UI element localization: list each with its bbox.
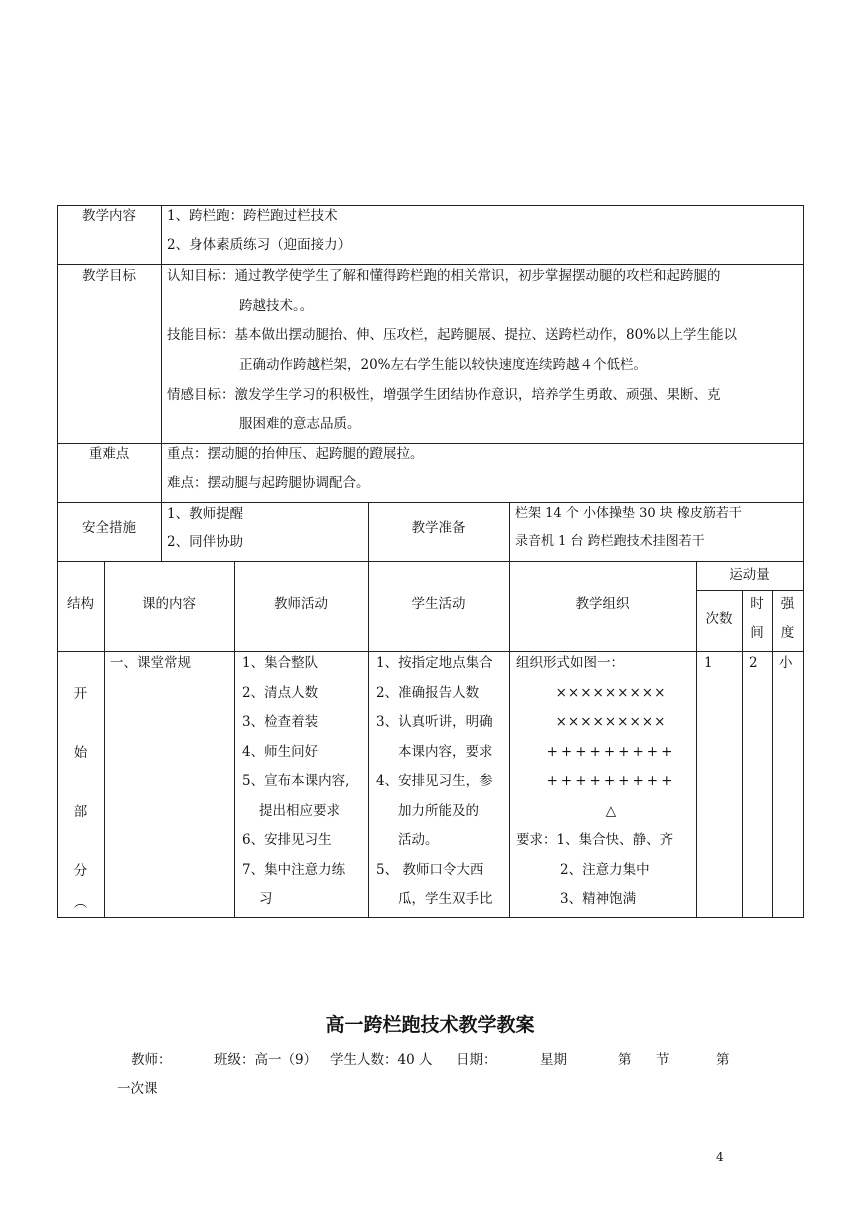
org-teacher-mark: △	[605, 803, 617, 819]
load-times-value: 1	[704, 655, 713, 671]
info-weekday: 星期	[540, 1052, 567, 1068]
structure-char-5: ︵	[73, 895, 88, 911]
document-title: 高一跨栏跑技术教学教案	[325, 1014, 535, 1036]
header-organization: 教学组织	[575, 596, 630, 612]
goal-line-5: 情感目标：激发学生学习的积极性，增强学生团结协作意识，培养学生勇敢、顽强、果断、克	[167, 387, 721, 403]
info-lesson-suffix: 一次课	[117, 1081, 158, 1097]
teacher-line-7: 6、安排见习生	[242, 832, 332, 848]
teacher-line-5: 5、宣布本课内容,	[242, 773, 350, 789]
org-line-1: 组织形式如图一：	[516, 655, 624, 671]
label-safety: 安全措施	[82, 520, 136, 536]
org-requirement-1: 要求：1、集合快、静、齐	[516, 832, 674, 848]
teacher-line-6: 提出相应要求	[259, 803, 340, 819]
goal-line-4: 正确动作跨越栏架，20%左右学生能以较快速度连续跨越４个低栏。	[239, 357, 648, 373]
student-line-7: 活动。	[398, 832, 439, 848]
info-period-prefix: 第	[618, 1052, 632, 1068]
teaching-content-line-2: 2、身体素质练习（迎面接力）	[167, 237, 352, 253]
header-student-activity: 学生活动	[411, 596, 466, 612]
label-teaching-content: 教学内容	[82, 208, 136, 224]
org-formation-row-4: +++++++++	[546, 773, 676, 789]
goal-line-3: 技能目标：基本做出摆动腿抬、伸、压攻栏，起跨腿展、提拉、送跨栏动作，80%以上学生能以	[167, 327, 738, 343]
info-lesson-prefix: 第	[716, 1052, 730, 1068]
header-teacher-activity: 教师活动	[274, 596, 328, 612]
safety-line-2: 2、同伴协助	[167, 534, 244, 550]
goal-line-1: 认知目标：通过教学使学生了解和懂得跨栏跑的相关常识，初步掌握摆动腿的攻栏和起跨腿的	[167, 268, 721, 284]
header-times: 次数	[705, 611, 733, 627]
label-key-points: 重难点	[88, 446, 130, 462]
header-exercise-load: 运动量	[729, 567, 770, 583]
student-line-9: 瓜，学生双手比	[398, 891, 493, 907]
org-formation-row-2: ×××××××××	[555, 714, 667, 730]
student-line-8: 5、 教师口令大西	[376, 862, 484, 878]
structure-char-1: 开	[73, 686, 88, 702]
goal-line-2: 跨越技术。。	[239, 298, 314, 314]
teaching-content-line-1: 1、跨栏跑：跨栏跑过栏技术	[167, 208, 338, 224]
structure-char-3: 部	[73, 804, 88, 820]
student-line-5: 4、安排见习生，参	[376, 773, 493, 789]
teacher-line-3: 3、检查着装	[242, 714, 319, 730]
org-formation-row-3: +++++++++	[546, 744, 676, 760]
header-content: 课的内容	[142, 596, 196, 612]
safety-line-1: 1、教师提醒	[167, 506, 244, 522]
lesson-content: 一、课堂常规	[110, 655, 191, 671]
student-line-6: 加力所能及的	[398, 803, 479, 819]
org-formation-row-1: ×××××××××	[555, 685, 667, 701]
org-requirement-3: 3、精神饱满	[560, 891, 637, 907]
info-student-count: 学生人数：40 人	[330, 1052, 433, 1068]
key-point-line: 重点：摆动腿的抬伸压、起跨腿的蹬展拉。	[167, 446, 424, 462]
load-intensity-value: 小	[779, 655, 793, 671]
student-line-4: 本课内容，要求	[398, 744, 493, 760]
header-intensity-char-2: 度	[780, 625, 795, 641]
teacher-line-1: 1、集合整队	[242, 655, 319, 671]
org-requirement-2: 2、注意力集中	[560, 862, 650, 878]
teacher-line-4: 4、师生问好	[242, 744, 319, 760]
label-teaching-goals: 教学目标	[82, 268, 136, 284]
difficulty-line: 难点：摆动腿与起跨腿协调配合。	[167, 475, 370, 491]
load-time-value: 2	[749, 655, 758, 671]
structure-char-2: 始	[73, 745, 88, 761]
page-number: 4	[716, 1150, 724, 1164]
preparation-line-1: 栏架 14 个 小体操垫 30 块 橡皮筋若干	[515, 506, 742, 521]
info-date: 日期：	[456, 1052, 497, 1068]
goal-line-6: 服困难的意志品质。	[239, 416, 361, 432]
teacher-line-9: 习	[259, 891, 273, 907]
header-time-char-2: 间	[750, 625, 764, 641]
label-preparation: 教学准备	[411, 520, 466, 536]
teacher-line-2: 2、清点人数	[242, 685, 319, 701]
student-line-2: 2、准确报告人数	[376, 685, 480, 701]
header-time-char-1: 时	[750, 596, 764, 612]
student-line-1: 1、按指定地点集合	[376, 655, 493, 671]
info-period-suffix: 节	[656, 1052, 670, 1068]
header-structure: 结构	[67, 596, 94, 612]
student-line-3: 3、认真听讲，明确	[376, 714, 493, 730]
info-teacher: 教师：	[131, 1052, 172, 1068]
teacher-line-8: 7、集中注意力练	[242, 862, 346, 878]
preparation-line-2: 录音机 1 台 跨栏跑技术挂图若干	[515, 534, 705, 549]
info-class: 班级：高一（9）	[214, 1052, 318, 1068]
structure-char-4: 分	[73, 863, 88, 879]
header-intensity-char-1: 强	[780, 596, 795, 612]
